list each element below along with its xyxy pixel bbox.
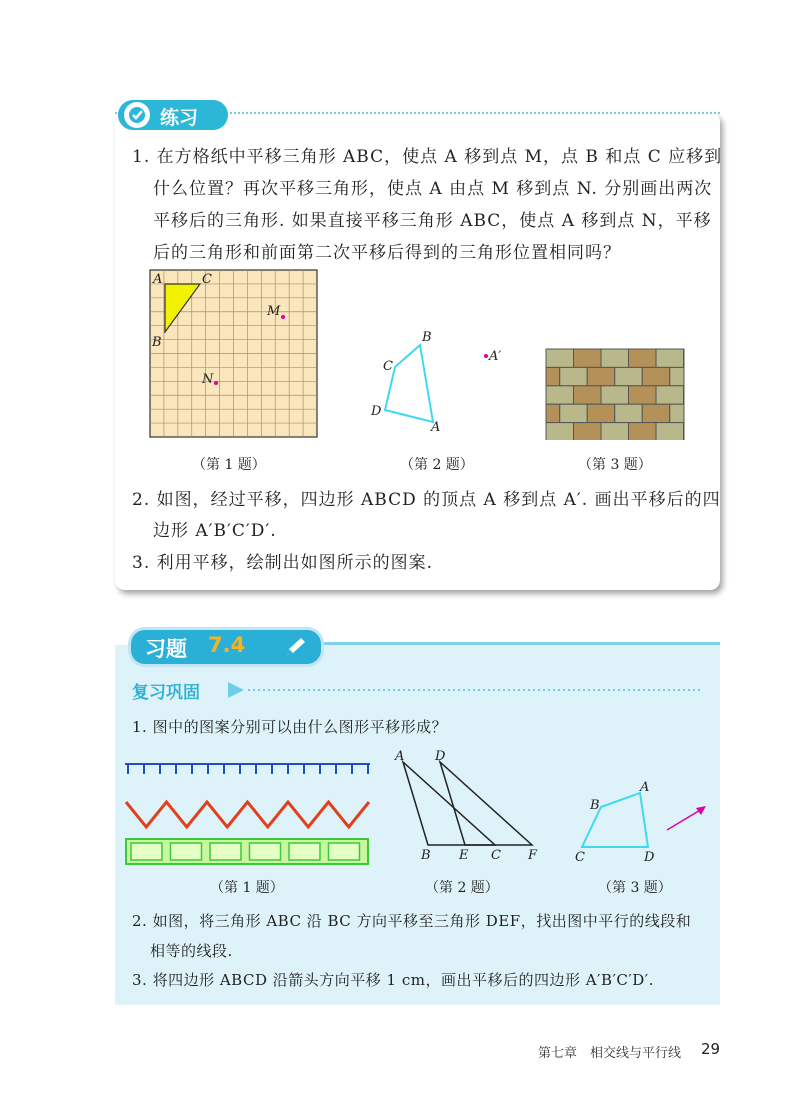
- practice-caption-3: （第 3 题）: [578, 457, 652, 473]
- figure-quadrilateral-arrow: [570, 775, 715, 865]
- exercise-q2-line2: 相等的线段.: [150, 942, 233, 960]
- practice-q2-line1: 2. 如图，经过平移，四边形 ABCD 的顶点 A 移到点 A′. 画出平移后的四: [132, 490, 721, 510]
- figure-patterns: [120, 755, 375, 870]
- label-B: B: [152, 335, 162, 350]
- practice-q1-line4: 后的三角形和前面第二次平移后得到的三角形位置相同吗？: [153, 243, 621, 263]
- label-B2: B: [422, 330, 432, 345]
- practice-icon: [124, 102, 150, 128]
- label-A: A: [153, 272, 163, 287]
- practice-q1-line3: 平移后的三角形. 如果直接平移三角形 ABC，使点 A 移到点 N，平移: [153, 211, 712, 231]
- section-heading-review: 复习巩固: [132, 683, 200, 703]
- footer-chapter: 第七章 相交线与平行线: [538, 1046, 682, 1061]
- label-C2: C: [383, 359, 393, 374]
- practice-q2-line2: 边形 A′B′C′D′.: [153, 521, 277, 541]
- ex-label-F: F: [528, 848, 538, 863]
- figure-triangles: [385, 745, 545, 865]
- exercise-q3: 3. 将四边形 ABCD 沿箭头方向平移 1 cm，画出平移后的四边形 A′B′C′D′.: [132, 971, 654, 989]
- label-C: C: [202, 272, 212, 287]
- exercise-caption-1: （第 1 题）: [210, 880, 284, 896]
- ex3-label-C: C: [575, 850, 585, 865]
- practice-tab-label: 练习: [160, 107, 199, 129]
- exercise-tab-number: 7.4: [208, 633, 246, 657]
- ex-label-B: B: [421, 848, 431, 863]
- exercise-caption-3: （第 3 题）: [598, 880, 672, 896]
- exercise-tab-title: 习题: [145, 637, 187, 661]
- label-A2: A: [431, 420, 441, 435]
- exercise-tab: [128, 627, 324, 667]
- page-number: 29: [701, 1040, 721, 1058]
- practice-q1-line2: 什么位置？再次平移三角形，使点 A 由点 M 移到点 N. 分别画出两次: [153, 179, 713, 199]
- label-A-prime: A′: [489, 349, 502, 364]
- practice-q3: 3. 利用平移，绘制出如图所示的图案.: [132, 553, 434, 573]
- exercise-header-line: [318, 642, 720, 645]
- figure-grid: [140, 262, 330, 442]
- label-D2: D: [371, 404, 382, 419]
- figure-brick-pattern: [540, 345, 690, 440]
- ex-label-D: D: [435, 749, 446, 764]
- ex3-label-A: A: [640, 780, 650, 795]
- ex3-label-D: D: [644, 850, 655, 865]
- exercise-q1: 1. 图中的图案分别可以由什么图形平移形成？: [132, 718, 448, 736]
- practice-caption-2: （第 2 题）: [400, 457, 474, 473]
- exercise-caption-2: （第 2 题）: [425, 880, 499, 896]
- ex-label-C: C: [491, 848, 501, 863]
- ex-label-E: E: [459, 848, 469, 863]
- label-M: M: [267, 304, 281, 319]
- exercise-q2-line1: 2. 如图，将三角形 ABC 沿 BC 方向平移至三角形 DEF，找出图中平行的线段和: [132, 912, 692, 930]
- practice-caption-1: （第 1 题）: [192, 457, 266, 473]
- pencil-icon: [283, 635, 309, 659]
- review-arrow-line: [226, 680, 706, 700]
- practice-tab: [118, 100, 228, 130]
- figure-quadrilateral: [365, 325, 515, 440]
- label-N: N: [202, 372, 214, 387]
- practice-q1-line1: 1. 在方格纸中平移三角形 ABC，使点 A 移到点 M，点 B 和点 C 应移到: [132, 147, 723, 167]
- ex3-label-B: B: [590, 798, 600, 813]
- ex-label-A: A: [395, 749, 405, 764]
